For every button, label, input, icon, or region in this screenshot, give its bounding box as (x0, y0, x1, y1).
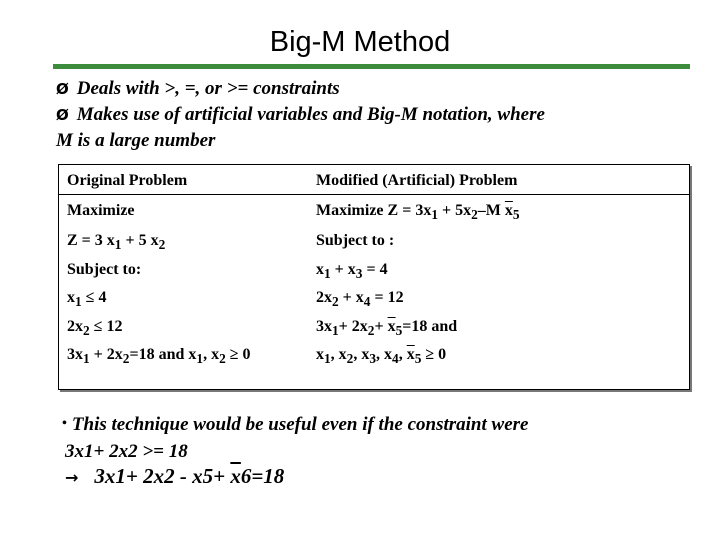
arrow-bullet-icon: Ø (56, 80, 69, 98)
modified-row: $2x_2 + x_4 = 12$ (316, 289, 404, 310)
bullet-dot-icon: • (62, 416, 67, 431)
modified-row: $x_1$, $x_2$, $x_3$, $x_4$, $\overline{x}_5 \ge 0$ (316, 346, 447, 367)
note-line: 3x1+ 2x2 >= 18 (65, 441, 188, 462)
bullet-text-continued: M is a large number (56, 130, 216, 151)
bullet-text: Makes use of artificial variables and Big-M notation, where (76, 104, 545, 125)
modified-row: $3x_1+ 2x_2+ \overline{x}_5=18$ and (316, 318, 458, 339)
header-divider (59, 194, 689, 195)
original-row: $3x_1 + 2x_2=18$ and $x_1$, $x_2 \ge 0$ (67, 346, 251, 367)
modified-row: Subject to : (316, 232, 395, 249)
modified-row: Maximize $Z = 3x_1 + 5x_2-M$ $\overline{x}_5$ (316, 202, 520, 223)
arrow-bullet-icon: Ø (56, 106, 69, 124)
header-modified: Modified (Artificial) Problem (316, 172, 518, 189)
modified-row: $x_1 + x_3 = 4$ (316, 261, 388, 282)
bullet-text: Deals with >, =, or >= constraints (76, 78, 340, 99)
bullet-list (56, 76, 696, 153)
note-block (62, 412, 702, 490)
original-row: Maximize (67, 202, 135, 219)
original-row: $2x_2 \le 12$ (67, 318, 123, 339)
note-line: • This technique would be useful even if the constraint were (62, 414, 529, 435)
bullet-item (56, 102, 696, 128)
original-row: Z = 3 $x_1 + 5$ $x_2$ (67, 232, 166, 253)
original-row: Subject to: (67, 261, 142, 278)
page-title: Big-M Method (269, 26, 451, 58)
comparison-table (58, 164, 690, 390)
bullet-item (56, 76, 696, 102)
title-divider (53, 64, 690, 69)
right-arrow-icon: → (65, 468, 79, 487)
header-original: Original Problem (67, 172, 188, 189)
note-line: → $3x1+ 2x2 - x5+ \overline{x}6=18$ (65, 464, 285, 488)
original-row: $x_1 \le 4$ (67, 289, 107, 310)
